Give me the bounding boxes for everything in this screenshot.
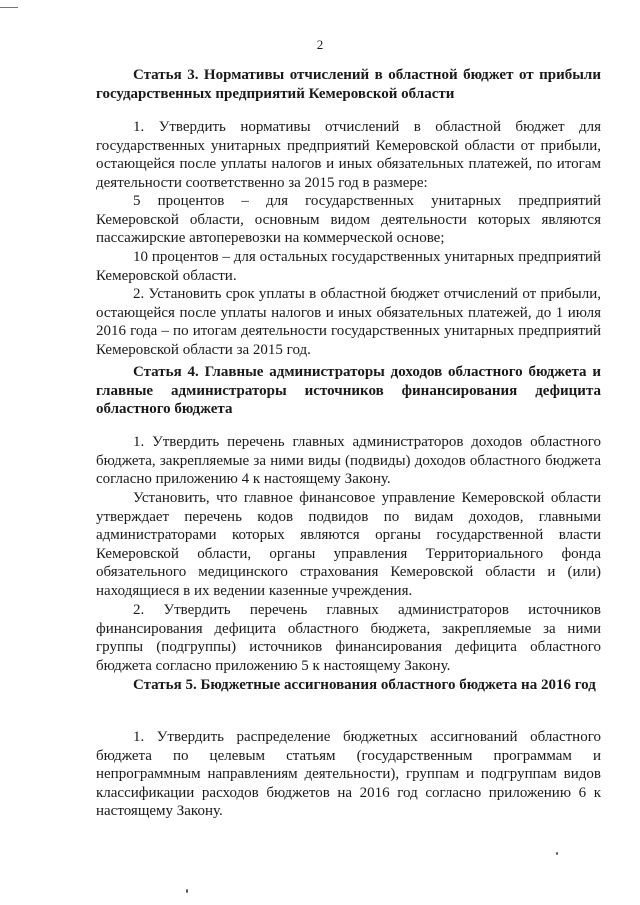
scan-speck <box>186 889 188 893</box>
article-4-paragraph: Установить, что главное финансовое управление Кемеровской области утверждает перечень кодов подвидов по видам доходов, главными администраторами которых являются органы государственной власти Кемеровской области, органы управления Территориального фонда обязательного медицинского страхования Кемеровской области и (или) находящиеся в их ведении казенные учреждения. <box>96 490 601 599</box>
article-5-paragraph: 1. Утвердить распределение бюджетных ассигнований областного бюджета по целевым статьям (государственным программам и непрограммным направлениям деятельности), группам и подгруппам видов классификации расходов бюджетов на 2016 год согласно приложению 6 к настоящему Закону. <box>96 729 601 820</box>
article-3-paragraph: 10 процентов – для остальных государственных унитарных предприятий Кемеровской области. <box>96 249 601 284</box>
article-3-paragraph: 1. Утвердить нормативы отчислений в областной бюджет для государственных унитарных предприятий Кемеровской области от прибыли, остающейся после уплаты налогов и иных обязательных платежей, по итогам деятельности соответственно за 2015 год в размере: <box>96 119 601 191</box>
scan-speck <box>556 852 558 855</box>
article-4-paragraph: 1. Утвердить перечень главных администраторов доходов областного бюджета, закрепляемые за ними виды (подвиды) доходов областного бюджета согласно приложению 4 к настоящему Закону. <box>96 434 601 488</box>
scan-edge-mark <box>0 7 18 8</box>
page-number: 2 <box>316 37 324 52</box>
article-4-title: Статья 4. Главные администраторы доходов областного бюджета и главные администраторы источников финансирования дефицита областного бюджета <box>96 364 601 418</box>
article-4-paragraph: 2. Утвердить перечень главных администраторов источников финансирования дефицита областного бюджета, закрепляемые за ними группы (подгруппы) источников финансирования дефицита областного бюджета согласно приложению 5 к настоящему Закону. <box>96 602 601 674</box>
article-3-paragraph: 5 процентов – для государственных унитарных предприятий Кемеровской области, основным видом деятельности которых являются пассажирские автоперевозки на коммерческой основе; <box>96 193 601 247</box>
article-3-title: Статья 3. Нормативы отчислений в областной бюджет от прибыли государственных предприятий Кемеровской области <box>96 67 601 102</box>
article-5-title: Статья 5. Бюджетные ассигнования областного бюджета на 2016 год <box>133 677 596 693</box>
article-3-paragraph: 2. Установить срок уплаты в областной бюджет отчислений от прибыли, остающейся после уплаты налогов и иных обязательных платежей, до 1 июля 2016 года – по итогам деятельности государственных унитарных предприятий Кемеровской области за 2015 год. <box>96 286 601 358</box>
